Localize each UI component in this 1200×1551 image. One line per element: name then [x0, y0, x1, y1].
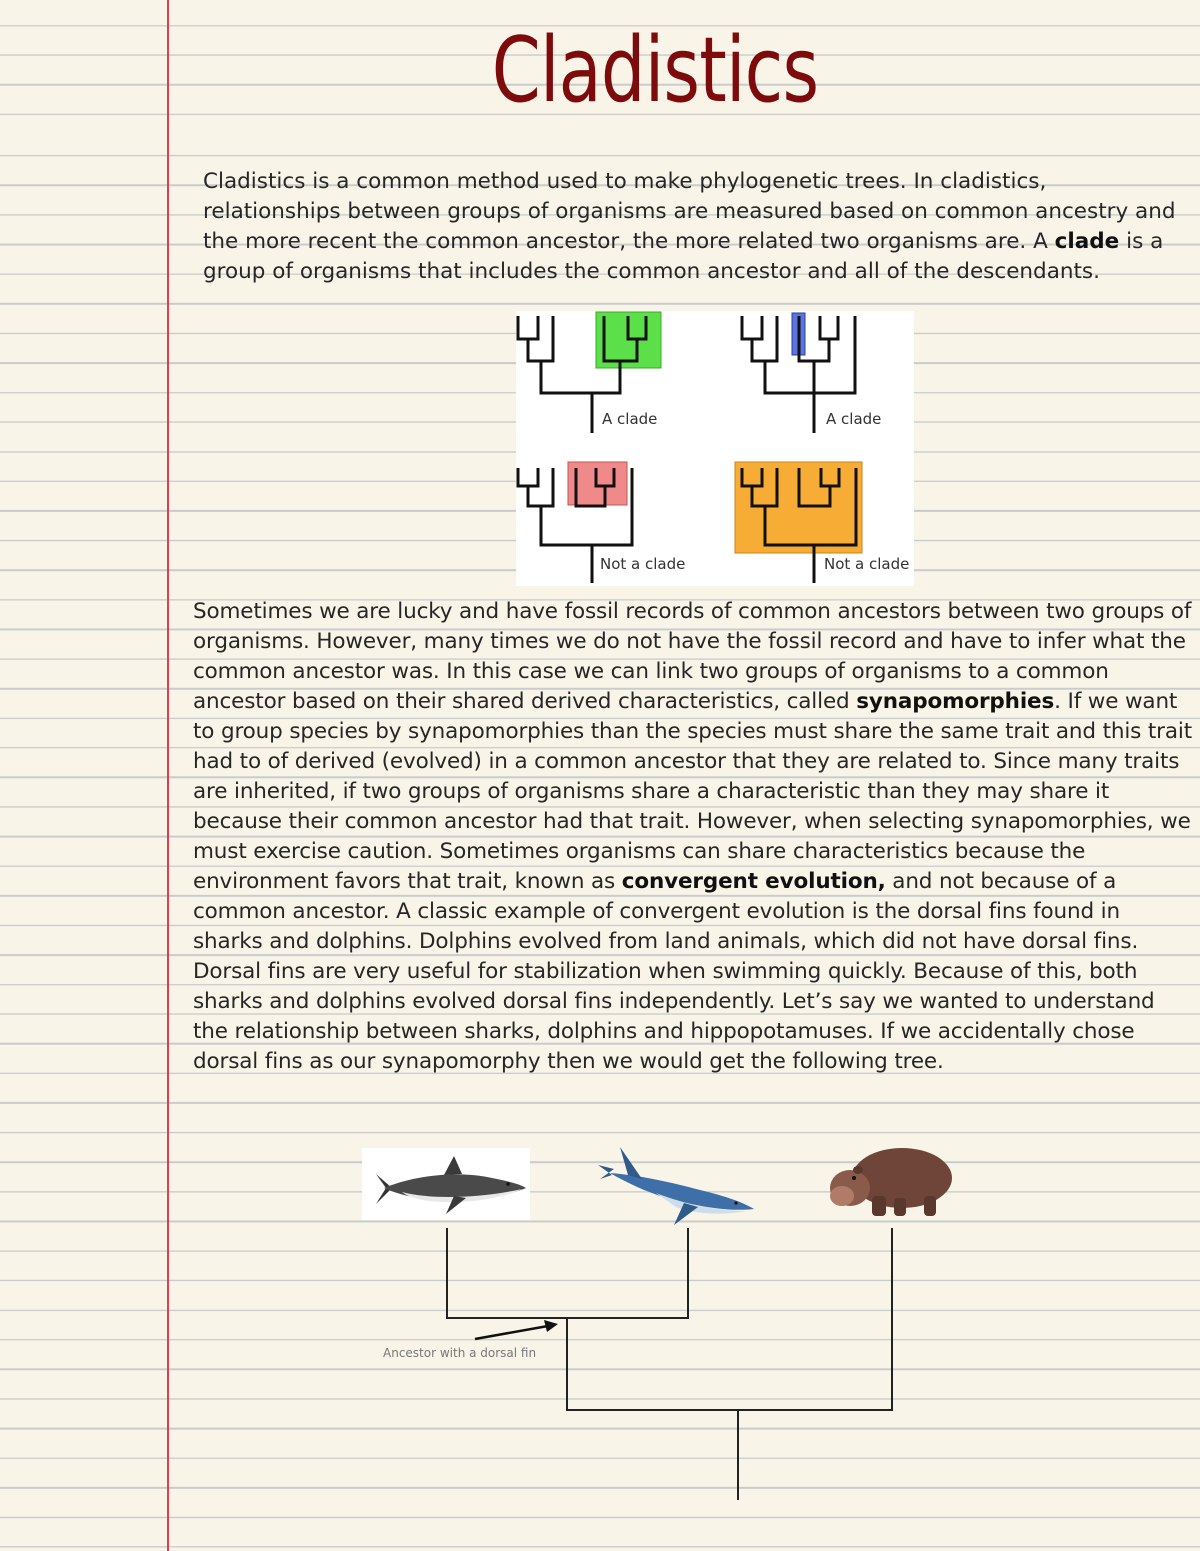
- clade-label-4: Not a clade: [824, 555, 910, 573]
- clade-label-1: A clade: [602, 410, 658, 428]
- body-text-3: and not because of a common ancestor. A classic example of convergent evolution is the dorsal fins found in sharks and dolphins. Dolphins evolved from land animals, which did not have dorsal fins. Dorsal fins are very useful for stabilization when swimming quickly. Because of this, both sharks and dolphins evolved dorsal fins independently. Let’s say we wanted to understand the relationship between sharks, dolphins and hippopotamuses. If we accidentally chose dorsal fins as our synapomorphy then we would get the following tree.: [193, 869, 1155, 1074]
- cladogram-branches: [447, 1228, 892, 1500]
- annotation-arrow: [475, 1320, 558, 1339]
- clade-label-3: Not a clade: [600, 555, 686, 573]
- body-text-2: . If we want to group species by synapomorphies than the species must share the same trait and this trait had to of derived (evolved) in a common ancestor that they are related to. Since many traits are inherited, if two groups of organisms share a characteristic than they may share it because their common ancestor had that trait. However, when selecting synapomorphies, we must exercise caution. Sometimes organisms can share characteristics because the environment favors that trait, known as: [193, 689, 1192, 894]
- page-title: Cladistics: [491, 18, 819, 123]
- intro-text-2: is a group of organisms that includes the common ancestor and all of the descendants.: [203, 229, 1164, 284]
- intro-text-1: Cladistics is a common method used to make phylogenetic trees. In cladistics, relationships between groups of organisms are measured based on common ancestry and the more recent the common ancestor, the more related two organisms are. A: [203, 169, 1176, 254]
- ancestor-annotation: Ancestor with a dorsal fin: [383, 1346, 537, 1360]
- term-synapomorphies: synapomorphies: [856, 689, 1055, 714]
- term-clade: clade: [1054, 229, 1120, 254]
- term-convergent-evolution: convergent evolution,: [621, 869, 886, 894]
- clade-label-2: A clade: [826, 410, 882, 428]
- body-text-1: Sometimes we are lucky and have fossil records of common ancestors between two groups of organisms. However, many times we do not have the fossil record and have to infer what the common ancestor was. In this case we can link two groups of organisms to a common ancestor based on their shared derived characteristics, called: [193, 599, 1192, 714]
